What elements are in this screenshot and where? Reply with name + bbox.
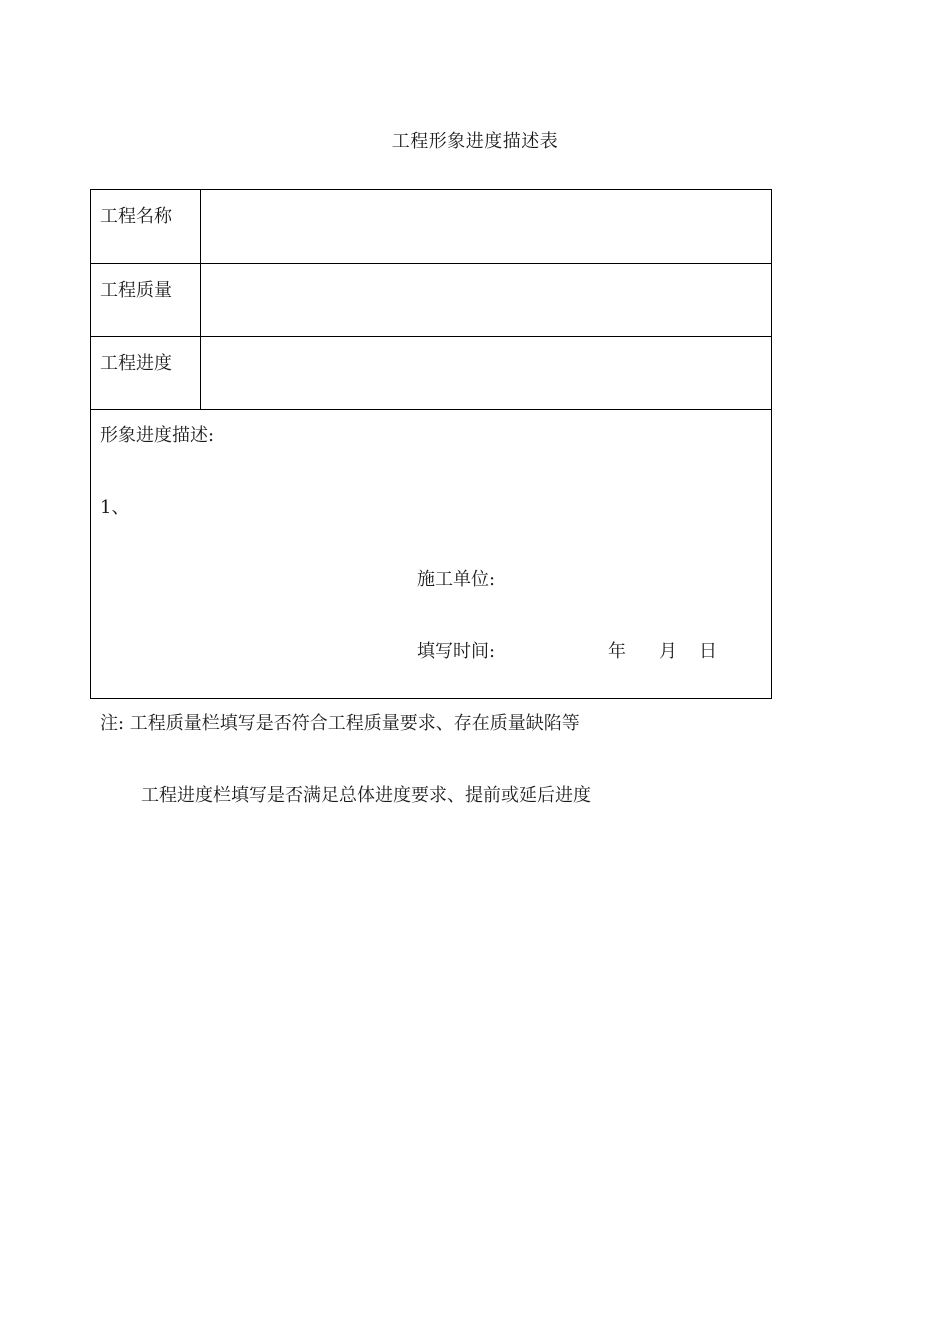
column-divider bbox=[200, 190, 201, 263]
quality-row bbox=[91, 264, 771, 337]
progress-field[interactable] bbox=[211, 349, 761, 401]
construction-unit-label: 施工单位: bbox=[417, 569, 496, 590]
note-progress: 工程进度栏填写是否满足总体进度要求、提前或延后进度 bbox=[141, 785, 591, 806]
day-label: 日 bbox=[699, 641, 717, 662]
month-label: 月 bbox=[659, 641, 677, 662]
progress-label: 工程进度 bbox=[100, 353, 172, 374]
fill-time-label: 填写时间: bbox=[417, 641, 496, 662]
column-divider bbox=[200, 264, 201, 336]
description-label: 形象进度描述: bbox=[100, 425, 215, 446]
project-name-row bbox=[91, 190, 771, 264]
year-label: 年 bbox=[608, 641, 626, 662]
project-name-label: 工程名称 bbox=[100, 206, 172, 227]
page-title: 工程形象进度描述表 bbox=[391, 131, 559, 152]
progress-row bbox=[91, 337, 771, 410]
column-divider bbox=[200, 337, 201, 409]
progress-form-table bbox=[90, 189, 772, 699]
description-area[interactable] bbox=[91, 410, 771, 698]
note-quality: 注: 工程质量栏填写是否符合工程质量要求、存在质量缺陷等 bbox=[100, 713, 580, 734]
quality-field[interactable] bbox=[211, 276, 761, 328]
description-item-1: 1、 bbox=[100, 497, 130, 518]
project-name-field[interactable] bbox=[211, 202, 761, 255]
quality-label: 工程质量 bbox=[100, 280, 172, 301]
